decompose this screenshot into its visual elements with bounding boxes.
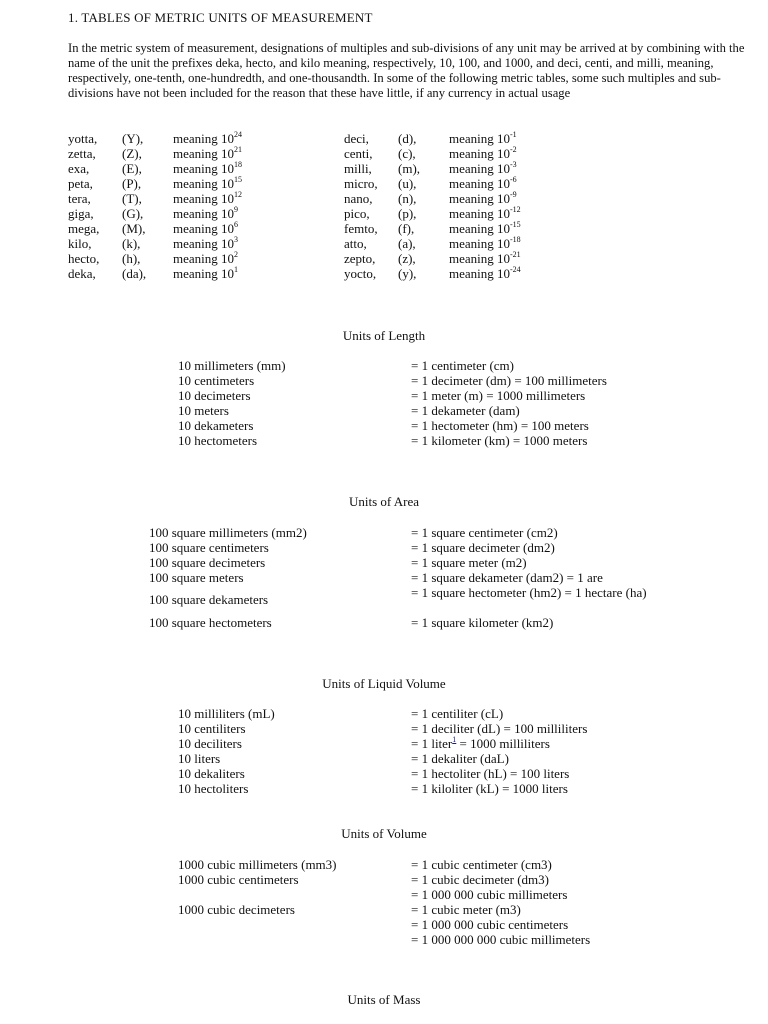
prefix-name: tera, xyxy=(68,191,91,206)
prefix-name: micro, xyxy=(344,176,378,191)
prefix-name: peta, xyxy=(68,176,93,191)
prefix-exponent: 12 xyxy=(234,189,243,199)
prefix-name: giga, xyxy=(68,206,94,221)
prefix-name: femto, xyxy=(344,221,378,236)
prefix-exponent: -18 xyxy=(510,234,521,244)
prefix-symbol: (u), xyxy=(398,176,417,191)
document-page: 1. TABLES OF METRIC UNITS OF MEASUREMENT In the metric system of measurement, designations of multiples and sub-divisions of any unit may be arrived at by combining with the name of the unit the prefixes deka, hecto, and kilo meaning, respectively, 10, 100, and 1000, and deci, centi, and milli, meaning, respectively, one-tenth, one-hundredth, and one-thousandth. In some of the following metric tables, some such multiples and sub-divisions have not been included for the reason that these have little, if any currency in actual usage yotta, (Y), meaning $10^{24}$ zetta, (Z), meaning $10^{21}$ exa, (E), meaning $10^{18}$ peta, (P), meaning $10^{15}$ tera, (T), meaning $10^{12}$ giga, (G), meaning $10^9$ mega, (M), meaning $10^6$ kilo, (k), meaning $10^3$ hecto, (h), meaning $10^2$ deka, (da), meaning $10^1$ deci, (d), meaning $10^{-1}$ centi, (c), meaning $10^{-2}$ milli, (m), meaning $10^{-3}$ micro, (u), meaning $10^{-6}$ nano, (n), meaning $10^{-9}$ pico, (p), meaning $10^{-12}$ femto, (f), meaning $10^{-15}$ atto, (a), meaning $10^{-18}$ zepto, (z), meaning $10^{-21}$ yocto, (y), meaning $10^{-24}$ Units of Length 10 millimeters (mm) = 1 centimeter (cm) 10 centimeters = 1 decimeter (dm) = 100 millimeters 10 decimeters = 1 meter (m) = 1000 millimeters 10 meters = 1 dekameter (dam) 10 dekameters = 1 hectometer (hm) = 100 meters 10 hectometers = 1 kilometer (km) = 1000 meters Units of Area 100 square millimeters (mm2) = 1 square centimeter (cm2) 100 square centimeters = 1 square decimeter (dm2) 100 square decimeters = 1 square meter (m2) 100 square meters = 1 square dekameter (dam2) = 1 are 100 square dekameters = 1 square hectometer (hm2) = 1 hectare (ha) 100 square hectometers = 1 square kilometer (km2) Units of Liquid Volume 10 milliliters (mL) = 1 centiliter (cL) 10 centiliters = 1 deciliter (dL) = 100 milliliters 10 deciliters = 1 liter$^1$ = 1000 milliliters 10 liters = 1 dekaliter (daL) 10 dekaliters = 1 hectoliter (hL) = 100 liters 10 hectoliters = 1 kiloliter (kL) = 1000 liters Units of Volume 1000 cubic millimeters (mm3) = 1 cubic centimeter (cm3) 1000 cubic centimeters = 1 cubic decimeter (dm3) = 1 000 000 cubic millimeters 1000 cubic decimeters = 1 cubic meter (m3) = 1 000 000 cubic centimeters = 1 000 000 000 cubic millimeters Units of Mass xyxy=(0,0,768,1024)
prefix-meaning: meaning $10^{-18}$ xyxy=(449,234,521,251)
prefix-symbol: (M), xyxy=(122,221,146,236)
section-title-mass: Units of Mass xyxy=(347,992,421,1007)
section-title-area: Units of Area xyxy=(348,494,420,509)
prefix-exponent: -3 xyxy=(510,159,517,169)
prefix-exponent: 6 xyxy=(234,219,239,229)
prefix-meaning: meaning $10^2$ xyxy=(173,249,239,266)
prefix-meaning: meaning $10^{-6}$ xyxy=(449,174,517,191)
prefix-meaning: meaning $10^{-2}$ xyxy=(449,144,517,161)
prefix-meaning: meaning $10^{-12}$ xyxy=(449,204,521,221)
prefix-exponent: -12 xyxy=(510,204,521,214)
prefix-symbol: (p), xyxy=(398,206,417,221)
prefix-meaning: meaning $10^{12}$ xyxy=(173,189,243,206)
footnote-link[interactable]: 1 xyxy=(452,734,457,744)
prefix-name: kilo, xyxy=(68,236,92,251)
prefix-exponent: -2 xyxy=(510,144,517,154)
prefix-name: hecto, xyxy=(68,251,100,266)
prefix-name: exa, xyxy=(68,161,90,176)
prefix-meaning: meaning $10^{-9}$ xyxy=(449,189,517,206)
prefix-name: deci, xyxy=(344,131,369,146)
prefix-name: deka, xyxy=(68,266,96,281)
prefix-meaning: meaning $10^{24}$ xyxy=(173,129,243,146)
prefix-meaning: meaning $10^{-3}$ xyxy=(449,159,517,176)
prefix-meaning: meaning $10^3$ xyxy=(173,234,239,251)
prefix-exponent: -9 xyxy=(510,189,517,199)
prefix-symbol: (T), xyxy=(122,191,142,206)
prefix-exponent: -6 xyxy=(510,174,517,184)
prefix-symbol: (a), xyxy=(398,236,416,251)
prefix-symbol: (Y), xyxy=(122,131,144,146)
prefix-symbol: (P), xyxy=(122,176,142,191)
section-title-liquid-volume: Units of Liquid Volume xyxy=(322,676,446,691)
page-title: 1. TABLES OF METRIC UNITS OF MEASUREMENT xyxy=(68,10,373,25)
prefix-symbol: (G), xyxy=(122,206,144,221)
prefix-name: zetta, xyxy=(68,146,96,161)
prefix-name: atto, xyxy=(344,236,367,251)
prefix-symbol: (f), xyxy=(398,221,415,236)
prefix-exponent: 18 xyxy=(234,159,243,169)
prefix-name: mega, xyxy=(68,221,100,236)
prefix-symbol: (k), xyxy=(122,236,141,251)
prefix-meaning: meaning $10^{21}$ xyxy=(173,144,243,161)
prefix-name: yocto, xyxy=(344,266,377,281)
prefix-meaning: meaning $10^6$ xyxy=(173,219,239,236)
section-title-volume: Units of Volume xyxy=(341,826,427,841)
prefix-meaning: meaning $10^9$ xyxy=(173,204,239,221)
prefix-exponent: 2 xyxy=(234,249,239,259)
prefix-exponent: 1 xyxy=(234,264,239,274)
prefix-exponent: 15 xyxy=(234,174,243,184)
prefix-meaning: meaning $10^1$ xyxy=(173,264,239,281)
prefix-exponent: 9 xyxy=(234,204,239,214)
prefix-exponent: -21 xyxy=(510,249,521,259)
prefix-symbol: (h), xyxy=(122,251,141,266)
prefix-symbol: (n), xyxy=(398,191,417,206)
prefix-meaning: meaning $10^{-21}$ xyxy=(449,249,521,266)
prefix-meaning: meaning $10^{18}$ xyxy=(173,159,243,176)
prefix-exponent: -15 xyxy=(510,219,521,229)
intro-paragraph: In the metric system of measurement, designations of multiples and sub-divisions of any unit may be arrived at by combining with the name of the unit the prefixes deka, hecto, and kilo meaning, respectively, 10, 100, and 1000, and deci, centi, and milli, meaning, respectively, one-tenth, one-hundredth, and one-thousandth. In some of the following metric tables, some such multiples and sub-divisions have not been included for the reason that these have little, if any currency in actual usage xyxy=(68,41,745,100)
prefix-symbol: (m), xyxy=(398,161,421,176)
prefix-exponent: -24 xyxy=(510,264,521,274)
prefix-symbol: (E), xyxy=(122,161,142,176)
prefix-name: centi, xyxy=(344,146,373,161)
prefix-symbol: (d), xyxy=(398,131,417,146)
prefix-name: zepto, xyxy=(344,251,376,266)
prefix-exponent: 3 xyxy=(234,234,239,244)
prefix-name: pico, xyxy=(344,206,370,221)
prefix-name: yotta, xyxy=(68,131,98,146)
prefix-meaning: meaning $10^{-24}$ xyxy=(449,264,521,281)
prefix-symbol: (y), xyxy=(398,266,417,281)
prefix-symbol: (z), xyxy=(398,251,416,266)
prefix-exponent: -1 xyxy=(510,129,517,139)
section-title-length: Units of Length xyxy=(342,328,426,343)
prefix-symbol: (c), xyxy=(398,146,416,161)
prefix-exponent: 21 xyxy=(234,144,243,154)
prefix-symbol: (da), xyxy=(122,266,147,281)
prefix-meaning: meaning $10^{-15}$ xyxy=(449,219,521,236)
prefix-name: milli, xyxy=(344,161,372,176)
prefix-name: nano, xyxy=(344,191,373,206)
prefix-meaning: meaning $10^{15}$ xyxy=(173,174,243,191)
prefix-symbol: (Z), xyxy=(122,146,142,161)
prefix-exponent: 24 xyxy=(234,129,243,139)
prefix-meaning: meaning $10^{-1}$ xyxy=(449,129,517,146)
